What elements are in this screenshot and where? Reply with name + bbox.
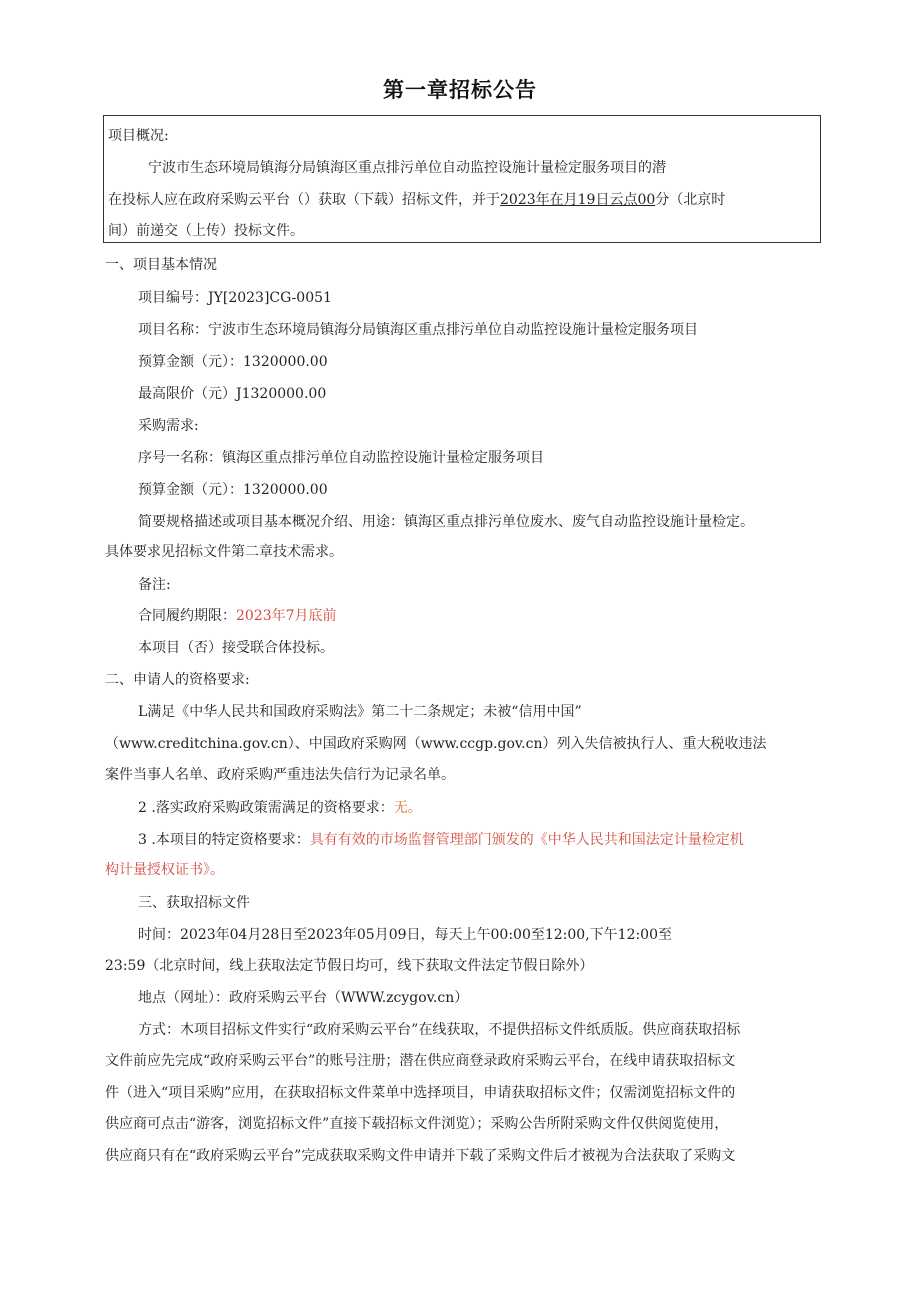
page-title: 第一章招标公告 xyxy=(383,78,537,102)
section-1-heading: 一、项目基本情况 xyxy=(105,257,217,273)
overview-line-2 xyxy=(108,191,725,209)
project-number: 项目编号：JY[2023]CG-0051 xyxy=(138,290,332,306)
requirement-3-value-line-1: 具有有效的市场监督管理部门颁发的《中华人民共和国法定计量检定机 xyxy=(309,832,744,848)
max-price: 最高限价（元）J1320000.00 xyxy=(138,386,327,402)
overview-line-3: 间）前递交（上传）投标文件。 xyxy=(108,223,304,239)
overview-line-2-start: 在投标人应在政府采购云平台（）获取（下载）招标文件，并于 xyxy=(108,192,500,208)
acquisition-method-line-3: 件（进入“项目采购”应用，在获取招标文件菜单中选择项目，申请获取招标文件；仅需浏览招标文件的 xyxy=(105,1085,736,1101)
submission-deadline: 2023年在月19日云点00 xyxy=(500,192,656,208)
requirement-1-line-2: （www.creditchina.gov.cn）、中国政府采购网（www.ccgp.gov.cn）列入失信被执行人、重大税收违法 xyxy=(105,736,767,752)
acquisition-method-line-2: 文件前应先完成“政府采购云平台”的账号注册；潜在供应商登录政府采购云平台，在线申请获取招标文 xyxy=(105,1053,736,1069)
section-2-heading: 二、申请人的资格要求: xyxy=(105,672,250,688)
requirement-1-line-3: 案件当事人名单、政府采购严重违法失信行为记录名单。 xyxy=(105,767,455,783)
overview-line-2-end: 分（北京时 xyxy=(655,192,726,208)
remark-label: 备注: xyxy=(138,577,171,593)
item-budget: 预算金额（元）：1320000.00 xyxy=(138,482,328,498)
acquisition-time-line-1: 时间：2023年04月28日至2023年05月09日，每天上午00:00至12:00,下午12:00至 xyxy=(138,927,673,943)
requirement-2-value: 无。 xyxy=(393,800,422,816)
contract-term-value: 2023年7月底前 xyxy=(236,608,337,624)
contract-term-label: 合同履约期限： xyxy=(138,608,236,624)
requirement-3 xyxy=(138,831,744,849)
requirement-3-value-line-2: 构计量授权证书》。 xyxy=(105,862,224,878)
overview-label: 项目概况: xyxy=(108,128,169,144)
procurement-demand-label: 采购需求: xyxy=(138,418,199,434)
spec-line-2: 具体要求见招标文件第二章技术需求。 xyxy=(105,544,343,560)
project-name: 项目名称：宁波市生态环境局镇海分局镇海区重点排污单位自动监控设施计量检定服务项目 xyxy=(138,322,698,338)
requirement-2 xyxy=(138,799,422,817)
item-name: 序号一名称：镇海区重点排污单位自动监控设施计量检定服务项目 xyxy=(138,450,544,466)
budget-amount: 预算金额（元）：1320000.00 xyxy=(138,354,328,370)
contract-term xyxy=(138,607,337,625)
requirement-2-label: 2 .落实政府采购政策需满足的资格要求： xyxy=(138,800,394,816)
section-3-heading: 三、获取招标文件 xyxy=(138,895,250,911)
requirement-1-line-1: L满足《中华人民共和国政府采购法》第二十二条规定；未被“信用中国” xyxy=(138,704,582,720)
acquisition-time-line-2: 23:59（北京时间，线上获取法定节假日均可，线下获取文件法定节假日除外） xyxy=(105,958,594,974)
acquisition-method-line-4: 供应商可点击“游客，浏览招标文件”直接下载招标文件浏览）；采购公告所附采购文件仅供阅览使用， xyxy=(105,1116,729,1132)
joint-bid-note: 本项目（否）接受联合体投标。 xyxy=(138,640,334,656)
requirement-3-label: 3 .本项目的特定资格要求： xyxy=(138,832,310,848)
acquisition-place: 地点（网址）：政府采购云平台（WWW.zcygov.cn） xyxy=(138,990,469,1006)
overview-line-1: 宁波市生态环境局镇海分局镇海区重点排污单位自动监控设施计量检定服务项目的潜 xyxy=(148,160,666,176)
acquisition-method-line-5: 供应商只有在“政府采购云平台”完成获取采购文件申请并下载了采购文件后才被视为合法获取了采购文 xyxy=(105,1148,736,1164)
spec-line-1: 简要规格描述或项目基本概况介绍、用途：镇海区重点排污单位废水、废气自动监控设施计量检定。 xyxy=(138,514,754,530)
acquisition-method-line-1: 方式：木项目招标文件实行“政府采购云平台”在线获取，不提供招标文件纸质版。供应商获取招标 xyxy=(138,1022,741,1038)
